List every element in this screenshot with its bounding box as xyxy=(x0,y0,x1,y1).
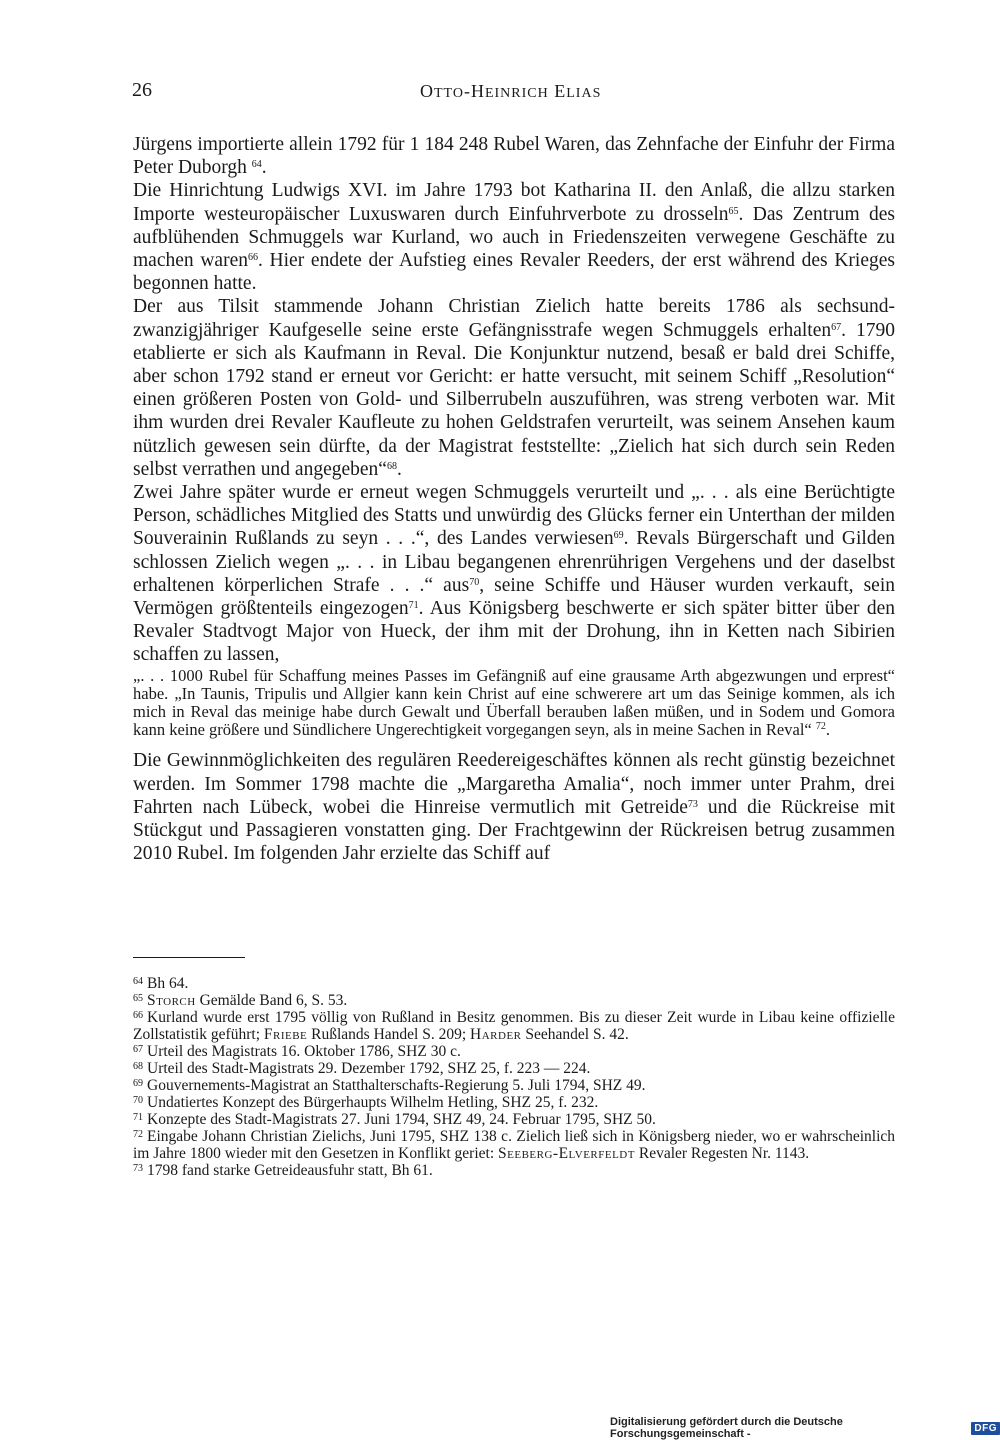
p5-seg1: Die Gewinnmöglichkeiten des regulären Reedereigeschäftes können als recht günstig bezeichnet werden. Im Sommer 1798 machte die „Margaretha Amalia“, noch immer unter Prahm, drei Fahrten nach Lübeck, wobei die Hinreise vermutlich mit Getreide xyxy=(133,750,895,818)
digitization-notice-text: Digitalisierung gefördert durch die Deutsche Forschungsgemeinschaft - xyxy=(610,1416,843,1440)
footnote-text: Rußlands Handel S. 209; xyxy=(307,1026,471,1043)
footnote-text: Bh 64. xyxy=(147,975,189,992)
p5-seg2: und die Rückreise mit Stückgut und Passagieren vonstatten ging. Der Frachtgewinn der Rückreisen betrug zusammen 2010 Rubel. Im folgenden Jahr erzielte das Schiff auf xyxy=(133,796,895,865)
footnote-author: Seeberg-Elverfeldt xyxy=(498,1145,635,1162)
footnote-ref-70: 70 xyxy=(469,576,480,588)
footnote-66 xyxy=(133,1009,895,1043)
p4-seg2: . Revals Bürgerschaft und Gilden schlossen Zielich wegen „. . . in Libau begangenen ehrenrührigen Vergehens und der daselbst erhaltenen körperlichen Strafe . . .“ aus xyxy=(133,528,895,596)
footnote-73 xyxy=(133,1162,895,1179)
p1-text: Jürgens importierte allein 1792 für 1 184 248 Rubel Waren, das Zehnfache der Einfuhr der Firma Peter Duborgh xyxy=(133,134,895,179)
footnote-ref-73: 73 xyxy=(687,798,698,810)
p4-seg4: . Aus Königsberg beschwerte er sich später bitter über den Revaler Stadtvogt Major von Hueck, der ihm mit der Drohung, ihn in Ketten nach Sibirien schaffen zu lassen, xyxy=(133,598,895,666)
footnote-ref-72: 72 xyxy=(815,721,826,733)
p1-tail: . xyxy=(261,157,267,179)
running-head-einrich: EINRICH xyxy=(484,86,549,101)
footnote-number: 72 xyxy=(133,1129,143,1140)
footnote-text: Kurland wurde erst 1795 völlig von Rußland in Besitz genommen. Bis zu dieser Zeit wurde in Libau keine offizielle Zollstatistik geführt; xyxy=(133,1009,895,1043)
footnote-65 xyxy=(133,992,895,1009)
footnote-number: 65 xyxy=(133,993,143,1004)
running-head xyxy=(420,81,601,102)
footnote-text: Urteil des Stadt-Magistrats 29. Dezember 1792, SHZ 25, f. 223 — 224. xyxy=(147,1060,591,1077)
footnote-ref-71: 71 xyxy=(408,600,419,612)
p3-seg2: . 1790 etablierte er sich als Kaufmann in Reval. Die Konjunktur nutzend, besaß er bald drei Schiffe, aber schon 1792 stand er erneut vor Gericht: er hatte versucht, mit seinem Schiff „Resolution“ einen größeren Posten von Gold- und Silberrubeln auszuführen, was streng verboten war. Mit ihm wurden drei Revaler Kaufleute zu hohen Geldstrafen verurteilt, was seinem Ansehen kaum nützlich gewesen sein dürfte, da der Magistrat feststellte: „Zielich hat sich durch sein Reden selbst verrathen und angegeben“ xyxy=(133,319,896,480)
running-head-o: O xyxy=(420,81,434,101)
footnote-number: 67 xyxy=(133,1044,143,1055)
footnote-number: 71 xyxy=(133,1112,143,1123)
body-text xyxy=(133,133,895,866)
footnote-ref-65: 65 xyxy=(728,205,739,217)
footnote-72 xyxy=(133,1128,895,1162)
quote-tail: . xyxy=(825,720,830,740)
footnote-71 xyxy=(133,1111,895,1128)
paragraph-5 xyxy=(133,749,895,865)
footnote-author: Harder xyxy=(470,1026,522,1043)
footnote-text: Eingabe Johann Christian Zielichs, Juni 1795, SHZ 138 c. Zielich ließ sich in Königsberg nieder, wo er wahrscheinlich im Jahre 1800 wieder mit den Gesetzen in Konflikt geriet: xyxy=(133,1128,895,1162)
footnote-68 xyxy=(133,1060,895,1077)
block-quote xyxy=(133,667,895,740)
quote-text: „. . . 1000 Rubel für Schaffung meines Passes im Gefängniß auf eine grausame Arth abgezwungen und erprest“ habe. „In Taunis, Tripulis und Allgier kann kein Christ auf eine schwerere art um das Seinige kommen, als ich mich in Reval das meinige habe durch Gewalt und Überfall berauben laßen müßen, und in Sodem und Gomora kann keine größere und Sündlichere Ungerechtigkeit vorgegangen seyn, als in meine Sachen in Reval“ xyxy=(133,665,895,740)
p3-seg3: . xyxy=(396,458,402,480)
p2-seg2: . Das Zentrum des aufblühenden Schmuggels war Kurland, wo auch in Friedenszeiten verwegene Geschäfte zu machen waren xyxy=(133,203,896,272)
digitization-notice xyxy=(610,1416,1000,1440)
p4-seg3: , seine Schiffe und Häuser wurden verkauft, sein Vermögen größtenteils eingezogen xyxy=(133,574,896,620)
running-head-tto: TTO xyxy=(434,86,464,101)
footnote-text: Revaler Regesten Nr. 1143. xyxy=(634,1145,810,1162)
running-head-lias: LIAS xyxy=(566,86,602,101)
footnote-ref-67: 67 xyxy=(831,321,842,333)
dfg-logo: DFG xyxy=(971,1422,1000,1435)
footnote-text: Konzepte des Stadt-Magistrats 27. Juni 1794, SHZ 49, 24. Februar 1795, SHZ 50. xyxy=(147,1111,656,1128)
footnote-ref-66: 66 xyxy=(247,252,258,264)
paragraph-2 xyxy=(133,179,895,295)
paragraph-1 xyxy=(133,133,895,179)
footnotes xyxy=(133,975,895,1179)
p3-seg1: Der aus Tilsit stammende Johann Christian Zielich hatte bereits 1786 als sechsundzwanzigjähriger Kaufgeselle seine erste Gefängnisstrafe wegen Schmuggels erhalten xyxy=(133,296,895,341)
footnote-number: 64 xyxy=(133,976,143,987)
p2-seg3: . Hier endete der Aufstieg eines Revaler Reeders, der erst während des Krieges begonnen hatte. xyxy=(133,250,895,295)
footnote-69 xyxy=(133,1077,895,1094)
p2-seg1: Die Hinrichtung Ludwigs XVI. im Jahre 1793 bot Katharina II. den Anlaß, die allzu starken Importe westeuropäischer Luxuswaren durch Einfuhrverbote zu drosseln xyxy=(133,180,895,225)
footnote-author: Storch xyxy=(147,992,196,1009)
footnote-number: 73 xyxy=(133,1163,143,1174)
footnote-text: Seehandel S. 42. xyxy=(521,1026,629,1043)
footnote-ref-68: 68 xyxy=(386,460,397,472)
running-head-e: E xyxy=(548,81,567,101)
footnote-author: Friebe xyxy=(263,1026,308,1043)
footnote-divider xyxy=(133,957,245,958)
footnote-number: 69 xyxy=(133,1078,143,1089)
footnote-text: Gemälde Band 6, S. 53. xyxy=(195,992,348,1009)
footnote-64 xyxy=(133,975,895,992)
paragraph-4 xyxy=(133,481,895,667)
footnote-text: Urteil des Magistrats 16. Oktober 1786, SHZ 30 c. xyxy=(147,1043,461,1060)
footnote-70 xyxy=(133,1094,895,1111)
footnote-67 xyxy=(133,1043,895,1060)
footnote-number: 70 xyxy=(133,1095,143,1106)
running-head-h: -H xyxy=(463,81,485,101)
footnote-text: Gouvernements-Magistrat an Statthalterschafts-Regierung 5. Juli 1794, SHZ 49. xyxy=(147,1077,646,1094)
footnote-number: 66 xyxy=(133,1010,143,1021)
page-number: 26 xyxy=(132,79,152,101)
footnote-text: 1798 fand starke Getreideausfuhr statt, Bh 61. xyxy=(147,1162,433,1179)
p4-seg1: Zwei Jahre später wurde er erneut wegen Schmuggels verurteilt und „. . . als eine Berüchtigte Person, schädliches Mitglied des Statts und unwürdig des Glücks ferner ein Unterthan der milden Souverainin Rußlands zu seyn . . .“, des Landes verwiesen xyxy=(133,482,895,550)
footnote-ref-64: 64 xyxy=(251,159,262,171)
paragraph-3 xyxy=(133,295,895,481)
footnote-ref-69: 69 xyxy=(613,530,624,542)
footnote-text: Undatiertes Konzept des Bürgerhaupts Wilhelm Hetling, SHZ 25, f. 232. xyxy=(147,1094,599,1111)
footnote-number: 68 xyxy=(133,1061,143,1072)
